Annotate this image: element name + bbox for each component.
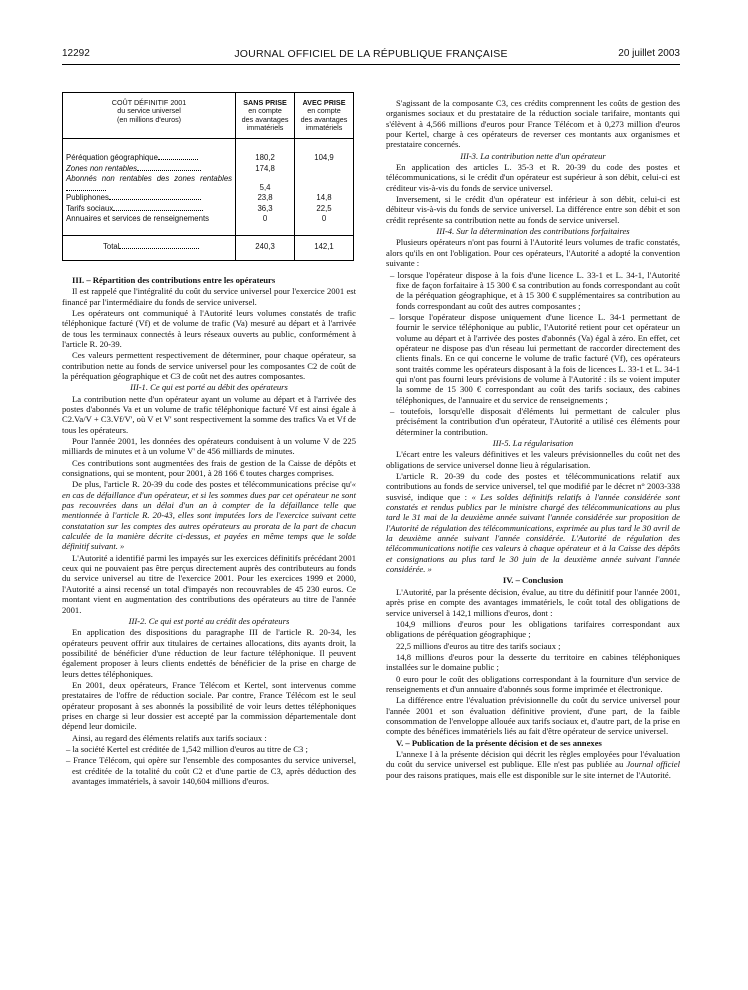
table-row: Annuaires et services de renseignements 0 0 [63,214,354,235]
paragraph: L'article R. 20-39 du code des postes et télécommunications relatif aux contributions au fonds de service universel, tel que modifié par le décret n° 2003-338 susvisé, indique que : « Les soldes définitifs relatifs à l'année considérée sont constatés et rendus publics par le ministre chargé des télécommunications au plus tard le 31 mai de la deuxième année suivant l'année considérée sur proposition de l'Autorité de régulation des télécommunications, exprimée au plus tard le 30 avril de la deuxième année suivant l'année considérée. L'Autorité de régulation des télécommunications notifie ces valeurs à chaque opérateur et à la Caisse des dépôts et consignations au plus tard le 30 juin de la deuxième année suivant l'année considérée. » [386,471,680,575]
journal-title: JOURNAL OFFICIEL DE LA RÉPUBLIQUE FRANÇAISE [234,48,508,60]
list-item: – la société Kertel est créditée de 1,542 million d'euros au titre de C3 ; [66,743,308,754]
page-number: 12292 [62,48,90,59]
subsection-title: III-5. La régularisation [492,438,574,448]
list-item: – toutefois, lorsqu'elle disposait d'éléments lui permettant de calculer plus précisément la contribution d'un opérateur, l'Autorité a utilisé ces éléments pour déterminer la contribution. [390,405,680,437]
paragraph: Il est rappelé que l'intégralité du coût du service universel pour l'exercice 2001 est financé par l'intermédiaire du fonds de service universel. [62,286,356,307]
table-header-sans: SANS PRISE en compte des avantages immatériels [236,93,295,139]
cost-table [62,92,354,261]
table-header-cost: COÛT DÉFINITIF 2001 du service universel (en millions d'euros) [63,93,236,139]
table-row: Abonnés non rentables des zones rentables 5,4 [63,174,354,194]
paragraph: L'annexe I à la présente décision qui décrit les règles employées pour l'évaluation du coût du service universel est publique. Elle n'est pas publiée au Journal officiel pour des raisons pratiques, mais elle est disponible sur le site internet de l'Autorité. [386,748,680,780]
list-item: – lorsque l'opérateur dispose à la fois d'une licence L. 33-1 et L. 34-1, l'Autorité fixe de façon forfaitaire à 15 300 € sa contribution au fonds correspondant au coût de la péréquation géographique, et à 15 300 € supplémentaires sa contribution au fonds correspondant au coût des autres composantes ; [390,269,680,311]
paragraph: Ces contributions sont augmentées des frais de gestion de la Caisse de dépôts et consignations, qui se montent, pour 2001, à 28 166 € toutes charges comprises. [62,457,356,479]
section-title: IV. – Conclusion [502,575,564,586]
paragraph: L'Autorité a identifié parmi les impayés sur les exercices définitifs précédant 2001 ceux qui ne pouvaient pas être perçus directement auprès des contributeurs au fonds du service universel au titre de l'exercice 2001. Pour les exercices 1999 et 2000, l'Autorité a ainsi recensé un total d'impayés non recouvrables de 45 230 euros. Ce montant vient en augmentation des contributions des opérateurs au titre de l'année 2001. [62,552,356,615]
paragraph: La contribution nette d'un opérateur ayant un volume au départ et à l'arrivée des postes d'abonnés Va et un volume de trafic téléphonique facturé Vf est ainsi égale à C2.Va/V + C3.Vf/V', où V et V' sont respectivement la somme des trafics Va et Vf de tous les opérateurs. [62,393,356,435]
table-header-avec: AVEC PRISE en compte des avantages immatériels [295,93,354,139]
subsection-title: III-3. La contribution nette d'un opérateur [460,150,606,161]
list-item: – France Télécom, qui opère sur l'ensemble des composantes du service universel, est créditée de la totalité du coût C2 et d'une partie de C3, après déduction des avantages immatériels, à savoir 140,604 millions d'euros. [66,755,356,786]
list-item: – lorsque l'opérateur dispose uniquement d'une licence L. 34-1 permettant de fournir le service téléphonique au public, l'Autorité retient pour cet opérateur un volume au départ et à l'arrivée des postes d'abonnés (Va) égal à zéro. En effet, cet opérateur ne dispose pas d'un réseau lui permettant de raccorder directement des clients finals. En ce qui concerne le volume de trafic facturé (Vf), ces opérateurs sont traités comme les opérateurs disposant à la fois de licences L. 33-1 et L. 34-1 qui n'ont pas fourni leurs prévisions de volume à l'Autorité : ils se voient imputer la somme de 15 300 € correspondant au coût des tarifs sociaux, des cabines téléphoniques, de l'annuaire et du service de renseignements ; [390,311,680,405]
table-row: Publiphones 23,8 14,8 [63,193,354,203]
right-column [386,98,680,781]
paragraph: Les opérateurs ont communiqué à l'Autorité leurs volumes constatés de trafic téléphonique facturé (Vf) et de volume de trafic (Va) mesuré au départ et à l'arrivée de tous les terminaux connectés à leurs réseaux ouverts au public, conformément à l'article R. 20-39. [62,307,356,349]
paragraph: De plus, l'article R. 20-39 du code des postes et télécommunications précise qu'« en cas de défaillance d'un opérateur, et si les sommes dues par cet opérateur ne sont pas recouvrées dans un délai d'un an à compter de la défaillance telle que mentionnée à l'article R. 20-43, elles sont imputées lors de l'exercice suivant cette constatation sur les comptes des autres opérateurs au prorata de la part de chacun calculée de la manière décrite ci-dessus, et payées en même temps que le solde définitif suivant. » [62,479,356,552]
table-row: Zones non rentables 174,8 [63,164,354,174]
subsection-title: III-4. Sur la détermination des contributions forfaitaires [436,226,630,237]
paragraph: Inversement, si le crédit d'un opérateur est inférieur à son débit, celui-ci est débiteur vis-à-vis du fonds de service universel. La différence entre son débit et son crédit représente sa contribution nette au fonds de service universel. [386,194,680,225]
table-row: Tarifs sociaux 36,3 22,5 [63,204,354,214]
table-total-row: Total 240,3 142,1 [63,235,354,260]
page-header [62,46,680,62]
paragraph: S'agissant de la composante C3, ces crédits comprennent les coûts de gestion des organismes sociaux et du prestataire de la réduction sociale tarifaire, montants qui s'élèvent à 4,566 millions d'euros pour France Télécom et à 0,273 million d'euros pour Kertel, charge à ces opérateurs de reverser ces montants aux organismes et prestataire concernés. [386,98,680,150]
subsection-title: III-1. Ce qui est porté au débit des opérateurs [130,382,288,393]
paragraph: La différence entre l'évaluation prévisionnelle du coût du service universel pour l'année 2001 et son évaluation définitive provient, d'une part, de la faible consommation de l'enveloppe allouée aux tarifs sociaux et, d'autre part, de la prise en compte des bénéfices immatériels liés au fait d'être opérateur de service universel. [386,695,680,737]
paragraph: L'écart entre les valeurs définitives et les valeurs prévisionnelles du coût net des obligations de service universel donne lieu à régularisation. [386,449,680,470]
section-title: III. – Répartition des contributions entre les opérateurs [72,274,276,285]
paragraph: L'Autorité, par la présente décision, évalue, au titre du définitif pour l'année 2001, après prise en compte des avantages immatériels, le coût total des obligations de service universel à 142,1 millions d'euros, dont : [386,586,680,618]
header-rule [62,64,680,65]
paragraph: En 2001, deux opérateurs, France Télécom et Kertel, sont intervenus comme prestataires de l'offre de réduction sociale. Par contre, France Télécom est le seul opérateur proposant à ses abonnés la possibilité de voir leurs dettes téléphoniques prises en charge si leur dossier est accepté par la commission départementale dont dépend leur domicile. [62,679,356,732]
paragraph: Ainsi, au regard des éléments relatifs aux tarifs sociaux : [72,732,267,743]
paragraph: Plusieurs opérateurs n'ont pas fourni à l'Autorité leurs volumes de trafic constatés, alors qu'ils en ont l'obligation. Pour ces opérateurs, l'Autorité a adopté la convention suivante : [386,237,680,269]
paragraph: 0 euro pour le coût des obligations correspondant à la fourniture d'un service de renseignements et d'un annuaire d'abonnés sous forme imprimée et électronique. [386,673,680,694]
paragraph: 14,8 millions d'euros pour la desserte du territoire en cabines téléphoniques installées sur le domaine public ; [386,651,680,673]
paragraph: 22,5 millions d'euros au titre des tarifs sociaux ; [396,640,561,651]
subsection-title: III-2. Ce qui est porté au crédit des opérateurs [128,615,290,626]
left-column [62,92,356,787]
section-title: V. – Publication de la présente décision et de ses annexes [396,737,602,748]
table-row: Péréquation géographique 180,2 104,9 [63,139,354,164]
paragraph: Pour l'année 2001, les données des opérateurs conduisent à un volume V de 225 milliards de minutes et à un volume V' de 456 milliards de minutes. [62,436,356,457]
issue-date: 20 juillet 2003 [618,48,680,59]
paragraph: En application des articles L. 35-3 et R. 20-39 du code des postes et télécommunications, si le crédit d'un opérateur est supérieur à son débit, celui-ci est créditeur vis-à-vis du fonds de service universel. [386,162,680,193]
paragraph: Ces valeurs permettent respectivement de déterminer, pour chaque opérateur, sa contribution nette au fonds de service universel pour les composantes C2 de coût de la péréquation géographique et C3 de coût net des autres composantes. [62,350,356,381]
paragraph: En application des dispositions du paragraphe III de l'article R. 20-34, les opérateurs peuvent offrir aux titulaires de certaines allocations, dits ayants droit, la possibilité de bénéficier d'une réduction de leur facture téléphonique. Il peuvent également proposer à leurs clients endettés de bénéficier de la prise en charge de leurs dettes téléphoniques. [62,627,356,679]
paragraph: 104,9 millions d'euros pour les obligations tarifaires correspondant aux obligations de péréquation géographique ; [386,618,680,640]
